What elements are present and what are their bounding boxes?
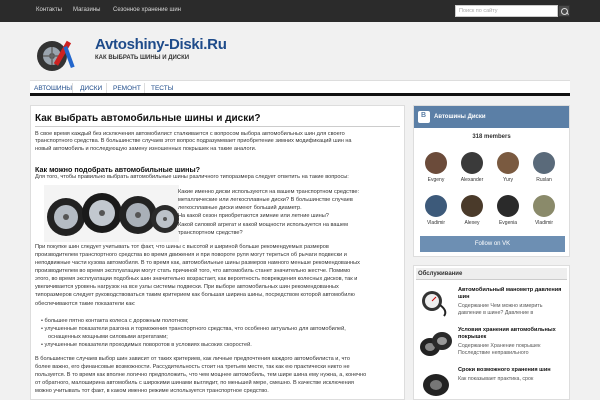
- nav-divider: [144, 83, 145, 93]
- service-title: Обслуживание: [416, 268, 567, 280]
- nav-item-disks[interactable]: ДИСКИ: [80, 85, 103, 92]
- lead-text: Для того, чтобы правильно выбрать автомобильные шины различного типоразмера следует ответить на такие вопросы:: [35, 174, 349, 180]
- member-name[interactable]: Ruslan: [536, 177, 552, 183]
- tire-stack-thumbnail[interactable]: [418, 327, 454, 357]
- bullet-item: • большее пятно контакта колеса с дорожным полотном;: [41, 318, 189, 324]
- site-tagline: КАК ВЫБРАТЬ ШИНЫ И ДИСКИ: [95, 55, 190, 61]
- body-line: типоразмеров следует руководствоваться таким критерием как большая ширина шины, посредством которой автомобилю: [35, 292, 355, 298]
- nav-item-tests[interactable]: ТЕСТЫ: [151, 85, 174, 92]
- service-item-body: Как показывает практика, срок: [458, 376, 534, 382]
- bullet-text: большее пятно контакта колеса с дорожным полотном;: [44, 318, 189, 324]
- nav-divider: [72, 83, 73, 93]
- body-line: можно учитывать тот факт, в каком именно режиме используется транспортное средство.: [35, 388, 269, 394]
- bullet-item: [48, 334, 168, 342]
- article-subtitle: Как можно подобрать автомобильные шины?: [35, 165, 201, 174]
- avatar[interactable]: [497, 195, 519, 217]
- bullet-item: • улучшенные показатели разгона и торможения транспортного средства, что особенно актуально для автомобилей,: [41, 326, 346, 332]
- top-bar: [0, 0, 600, 22]
- avatar[interactable]: [425, 152, 447, 174]
- service-item-title[interactable]: Автомобильный манометр давления: [458, 287, 562, 293]
- question-line: легкосплавные диски имеют больший диаметр.: [178, 205, 302, 211]
- pressure-gauge-thumbnail[interactable]: [418, 287, 454, 317]
- service-item-title[interactable]: Сроки возможного хранения шин: [458, 367, 551, 373]
- main-nav: [30, 80, 570, 96]
- bullet-text: улучшенные показатели проходимых поворотов в условиях высоких скоростей.: [44, 342, 252, 348]
- member-name[interactable]: Vladimir: [534, 220, 554, 226]
- question-line: транспортном средстве?: [178, 230, 243, 236]
- body-line: неподвижные части кузова автомобиля. В то время как, автомобильные шины размеров намного меньше рекомендованных: [35, 260, 360, 266]
- avatar[interactable]: [497, 152, 519, 174]
- member-name[interactable]: Yury: [502, 177, 513, 183]
- body-line: пользуется. В то время как вполне логично предположить, что чем мощнее автомобиль, тем шире шина ему нужна, а, конечно: [35, 372, 367, 378]
- nav-item-repair[interactable]: РЕМОНТ: [113, 85, 141, 92]
- intro-line: новый автомобиль и последующую замену изношенных покрышек на такие аналоги.: [35, 146, 257, 152]
- service-item-body: Содержание Хранение покрышек: [458, 343, 541, 349]
- tire-storage-thumbnail[interactable]: [418, 367, 454, 397]
- service-item-title[interactable]: шин: [458, 294, 470, 300]
- body-line: производителем во время эксплуатации могут стать причиной того, что автомобиль станет значительно жестче. Помимо: [35, 268, 351, 274]
- avatar[interactable]: [533, 152, 555, 174]
- question-line: Какой силовой агрегат и какой мощности используется на вашем: [178, 222, 348, 228]
- site-header: [0, 22, 600, 80]
- bullet-text: улучшенные показатели разгона и торможения транспортного средства, что особенно актуально для автомобилей,: [44, 326, 346, 332]
- service-item-body: Последствие неправильного: [458, 350, 529, 356]
- nav-divider: [106, 83, 107, 93]
- service-item-title[interactable]: Условия хранения автомобильных: [458, 327, 556, 333]
- service-item-title[interactable]: покрышек: [458, 334, 487, 340]
- intro-line: транспортного средства. В большинстве случаев этот вопрос подразумевает приобретение зимних модификаций шин на: [35, 138, 352, 144]
- bullet-text: оснащенных мощными силовыми агрегатами;: [48, 334, 168, 340]
- avatar[interactable]: [461, 152, 483, 174]
- topbar-link-contacts[interactable]: Контакты: [36, 7, 62, 13]
- avatar[interactable]: [461, 195, 483, 217]
- member-name[interactable]: Alexey: [464, 220, 480, 226]
- vk-members-count: 318 members: [472, 134, 511, 140]
- search-icon[interactable]: [558, 5, 570, 17]
- bullet-item: • улучшенные показатели проходимых поворотов в условиях высоких скоростей.: [41, 342, 252, 348]
- service-widget: [413, 265, 570, 400]
- article: [30, 105, 405, 400]
- vk-group-name[interactable]: Автошины Диски: [434, 114, 486, 120]
- body-line: более важно, его финансовые возможности. Рассудительность стоит на третьем месте, так как ею практически никто не: [35, 364, 350, 370]
- service-item-body: Содержание Чем можно измерить: [458, 303, 543, 309]
- body-line: этого, во время эксплуатации подобных шин значительно возрастает, как вероятность повреждения колесных дисков, так и: [35, 276, 358, 282]
- vk-follow-button[interactable]: Follow on VK: [420, 236, 565, 252]
- article-title: Как выбрать автомобильные шины и диски?: [35, 113, 261, 124]
- tires-image: [44, 185, 179, 242]
- member-name[interactable]: Evgeny: [427, 177, 445, 183]
- service-item-body: давление в шине? Давление в: [458, 310, 534, 316]
- body-line: При покупке шин следует учитывать тот факт, что шины с высотой и шириной больше рекомендуемых размеров: [35, 244, 329, 250]
- question-line: На какой сезон приобретаются зимние или летние шины?: [178, 213, 329, 219]
- topbar-link-storage[interactable]: Сезонное хранение шин: [113, 7, 181, 13]
- body-line: обеспечиваются такие показатели как:: [35, 301, 136, 307]
- title-divider: [35, 126, 400, 127]
- vk-icon: [418, 111, 430, 123]
- vk-header[interactable]: [414, 106, 569, 128]
- member-name[interactable]: Vladimir: [426, 220, 446, 226]
- body-line: производителем транспортного средства во время движения и при повороте руля могут тереться об рычаги подвески и: [35, 252, 347, 258]
- vk-widget: [413, 105, 570, 257]
- avatar[interactable]: [425, 195, 447, 217]
- search-input[interactable]: Поиск по сайту: [455, 5, 558, 17]
- member-name[interactable]: Evgenia: [498, 220, 518, 226]
- question-line: металлические или легкосплавные диски? В большинстве случаев: [178, 197, 353, 203]
- intro-line: В свое время каждый без исключения автомобилист сталкивается с вопросом выбора автомобильных шин для своего: [35, 131, 345, 137]
- nav-item-tires[interactable]: АВТОШИНЫ: [34, 85, 73, 92]
- member-name[interactable]: Alexander: [460, 177, 484, 183]
- sidebar: [413, 105, 570, 400]
- body-line: от обратного, малоширина автомобиль с широкими шинами выглядит, по меньшей мере, смешно. В качестве исключения: [35, 380, 354, 386]
- logo-icon[interactable]: [34, 34, 84, 74]
- body-line: увеличивается уровень нагрузок на все узлы системы подвески. При выборе автомобильных шин рекомендованных: [35, 284, 339, 290]
- topbar-link-shops[interactable]: Магазины: [73, 7, 101, 13]
- site-title[interactable]: Avtoshiny-Diski.Ru: [95, 36, 227, 53]
- question-line: Какие именно диски используются на вашем транспортном средстве:: [178, 189, 360, 195]
- avatar[interactable]: [533, 195, 555, 217]
- body-line: В большинстве случаев выбор шин зависит от таких критериев, как личные предпочтения каждого автомобилиста и, что: [35, 356, 351, 362]
